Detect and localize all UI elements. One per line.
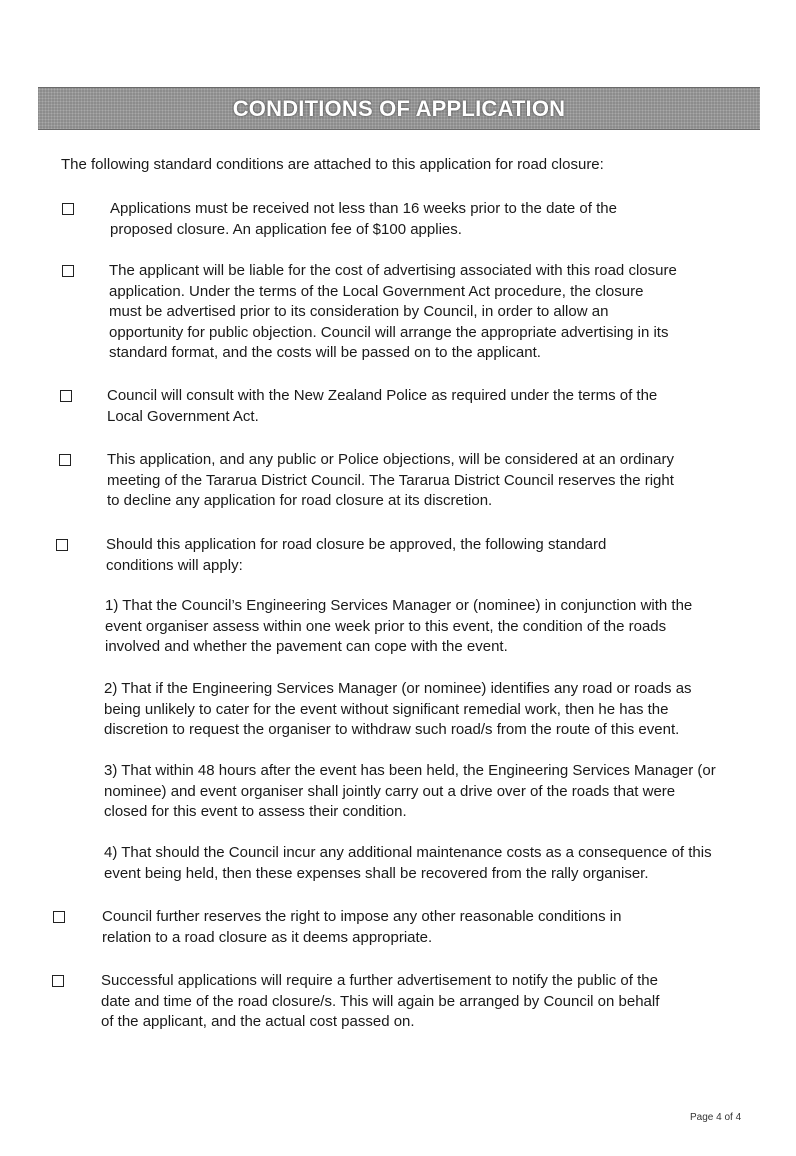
sub-condition: 3) That within 48 hours after the event has been held, the Engineering Services Manager (or nominee) and event organiser shall jointly carry out a drive over of the roads that were closed for this event to assess their condition. (104, 762, 716, 820)
intro-text: The following standard conditions are attached to this application for road closure: (61, 156, 604, 173)
condition-text: Council will consult with the New Zealand Police as required under the terms of the Local Government Act. (107, 387, 658, 425)
page-title: CONDITIONS OF APPLICATION (232, 95, 566, 121)
header-banner (38, 87, 760, 130)
condition-text: Should this application for road closure be approved, the following standard conditions will apply: (106, 536, 607, 574)
checkbox[interactable] (62, 203, 74, 215)
condition-text: This application, and any public or Police objections, will be considered at an ordinary meeting of the Tararua District Council. The Tararua District Council reserves the right to decline any application for road closure at its discretion. (107, 451, 674, 509)
sub-condition: 2) That if the Engineering Services Manager (or nominee) identifies any road or roads as being unlikely to cater for the event without significant remedial work, then he has the discretion to request the organiser to withdraw such road/s from the route of this event. (104, 680, 692, 738)
checkbox[interactable] (56, 539, 68, 551)
checkbox[interactable] (53, 911, 65, 923)
sub-condition: 1) That the Council’s Engineering Services Manager or (nominee) in conjunction with the event organiser assess within one week prior to this event, the condition of the roads involved and whether the pavement can cope with the event. (105, 597, 693, 655)
condition-text: Applications must be received not less than 16 weeks prior to the date of the proposed closure. An application fee of $100 applies. (110, 200, 617, 238)
checkbox[interactable] (60, 390, 72, 402)
condition-text: Council further reserves the right to impose any other reasonable conditions in relation to a road closure as it deems appropriate. (102, 908, 622, 946)
page-number: Page 4 of 4 (690, 1112, 742, 1123)
condition-text: The applicant will be liable for the cost of advertising associated with this road closure application. Under the terms of the Local Government Act procedure, the closure must be advertised prior to its consideration by Council, in order to allow an opportunity for public objection. Council will arrange the appropriate advertising in its standard format, and the costs will be passed on to the applicant. (109, 262, 677, 361)
sub-condition: 4) That should the Council incur any additional maintenance costs as a consequence of this event being held, then these expenses shall be recovered from the rally organiser. (104, 844, 712, 882)
checkbox[interactable] (59, 454, 71, 466)
checkbox[interactable] (52, 975, 64, 987)
checkbox[interactable] (62, 265, 74, 277)
condition-text: Successful applications will require a further advertisement to notify the public of the date and time of the road closure/s. This will again be arranged by Council on behalf of the applicant, and the actual cost passed on. (101, 972, 660, 1030)
